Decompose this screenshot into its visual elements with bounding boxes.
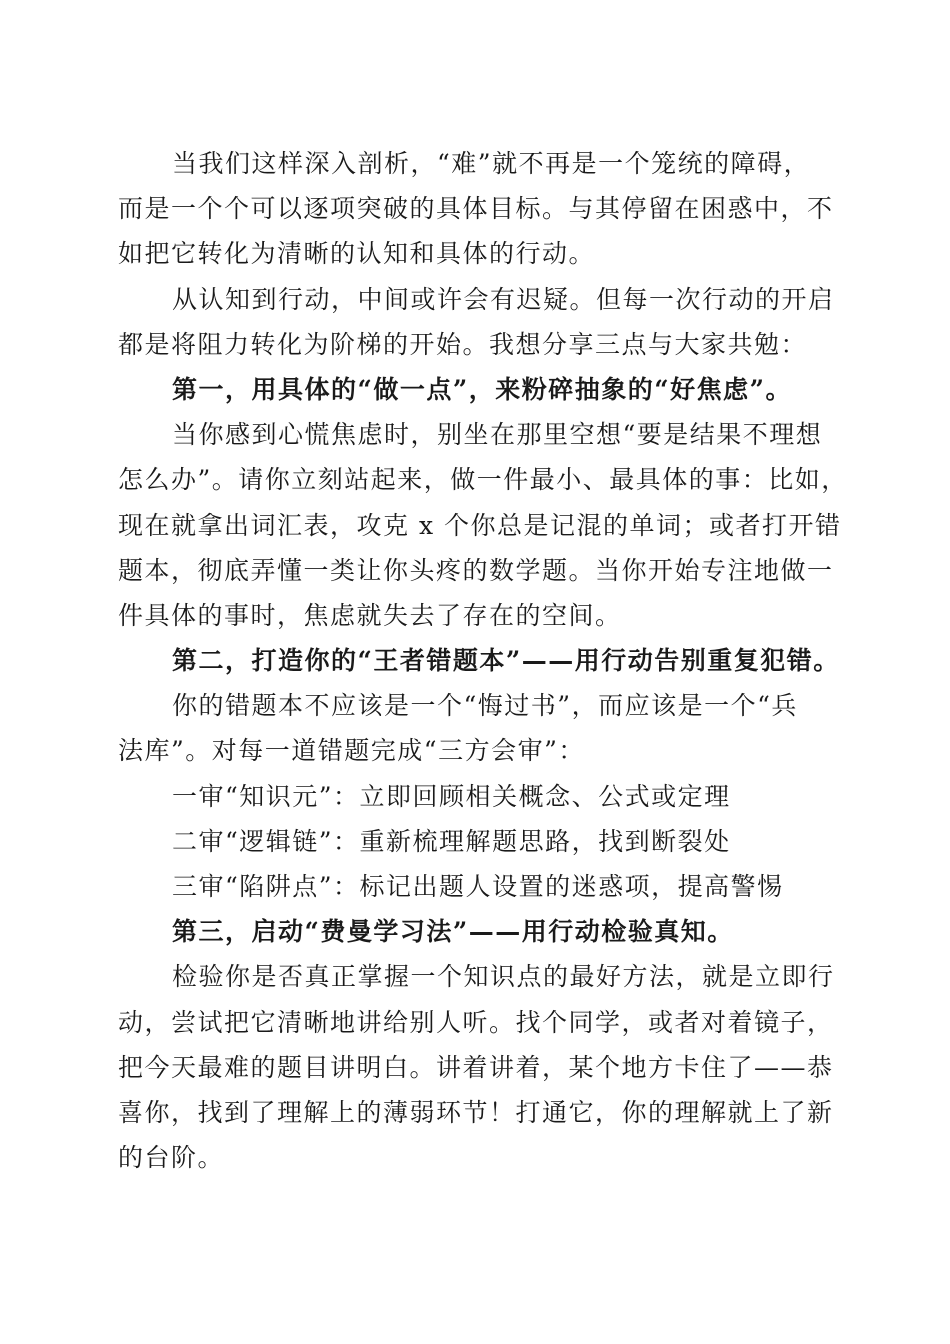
section-heading: 第二，打造你的“王者错题本”——用行动告别重复犯错。 xyxy=(172,646,840,676)
text-line: 检验你是否真正掌握一个知识点的最好方法，就是立即行 xyxy=(172,962,835,992)
review-item-trap xyxy=(118,864,838,909)
section-heading: 第一，用具体的“做一点”，来粉碎抽象的“好焦虑”。 xyxy=(172,374,793,404)
text-line: 都是将阻力转化为阶梯的开始。我想分享三点与大家共勉： xyxy=(118,329,808,359)
text-line: 如把它转化为清晰的认知和具体的行动。 xyxy=(118,239,596,269)
heading-point-two xyxy=(118,638,838,683)
review-item-logic xyxy=(118,819,838,864)
text-line: 动，尝试把它清晰地讲给别人听。找个同学，或者对着镜子， xyxy=(118,1007,834,1037)
paragraph-anxiety-action xyxy=(118,412,848,638)
heading-point-three xyxy=(118,909,838,954)
text-line: 怎么办”。请你立刻站起来，做一件最小、最具体的事：比如， xyxy=(118,465,848,495)
paragraph-from-cognition-to-action xyxy=(118,277,838,367)
text-line: 的台阶。 xyxy=(118,1143,225,1173)
section-heading: 第三，启动“费曼学习法”——用行动检验真知。 xyxy=(172,917,734,947)
text-line: 从认知到行动，中间或许会有迟疑。但每一次行动的开启 xyxy=(172,284,835,314)
list-item: 一审“知识元”：立即回顾相关概念、公式或定理 xyxy=(172,781,731,811)
heading-point-one xyxy=(118,367,838,412)
text-line: 当我们这样深入剖析，“难”就不再是一个笼统的障碍， xyxy=(172,149,811,178)
text-line: 法库”。对每一道错题完成“三方会审”： xyxy=(118,736,585,766)
document-body xyxy=(118,141,848,1180)
paragraph-error-notebook xyxy=(118,683,838,773)
list-item: 二审“逻辑链”：重新梳理解题思路，找到断裂处 xyxy=(172,826,731,856)
text-line: 现在就拿出词汇表，攻克 x 个你总是记混的单词；或者打开错 xyxy=(118,510,842,540)
review-item-knowledge xyxy=(118,774,838,819)
text-line: 把今天最难的题目讲明白。讲着讲着，某个地方卡住了——恭 xyxy=(118,1052,834,1082)
text-line: 你的错题本不应该是一个“悔过书”，而应该是一个“兵 xyxy=(172,691,798,721)
text-line: 题本，彻底弄懂一类让你头疼的数学题。当你开始专注地做一 xyxy=(118,555,834,585)
text-line: 当你感到心慌焦虑时，别坐在那里空想“要是结果不理想 xyxy=(172,420,823,450)
paragraph-deep-analysis xyxy=(118,141,838,277)
text-line: 喜你，找到了理解上的薄弱环节！打通它，你的理解就上了新 xyxy=(118,1097,834,1127)
paragraph-feynman-method xyxy=(118,954,838,1180)
text-line: 而是一个个可以逐项突破的具体目标。与其停留在困惑中，不 xyxy=(118,194,834,224)
text-line: 件具体的事时，焦虑就失去了存在的空间。 xyxy=(118,600,622,630)
list-item: 三审“陷阱点”：标记出题人设置的迷惑项，提高警惕 xyxy=(172,872,784,901)
